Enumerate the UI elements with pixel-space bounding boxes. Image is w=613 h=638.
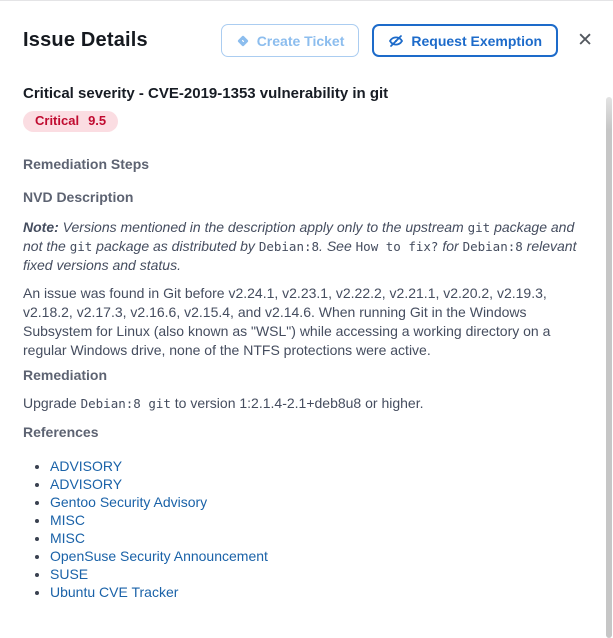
nvd-description-paragraph: An issue was found in Git before v2.24.1, v2.23.1, v2.22.2, v2.21.1, v2.20.2, v2.19.3, v2.18.2, v2.17.3, v2.16.6, v2.15.4, and v2.14.6. When running Git in the Windows Subsystem for Linux (also known as "WSL") while accessing a working directory on a regular Windows drive, none of the NTFS protections were active.: [23, 285, 551, 358]
remediation-steps-heading: Remediation Steps: [23, 156, 150, 172]
remediation-heading: Remediation: [23, 367, 108, 383]
reference-link[interactable]: MISC: [50, 512, 85, 528]
close-icon[interactable]: ✕: [571, 27, 599, 54]
text-span: relevant fixed versions and status.: [23, 238, 577, 273]
request-exemption-button[interactable]: [372, 24, 558, 57]
code-span: How to fix?: [355, 239, 439, 254]
references-heading: References: [23, 424, 99, 440]
page-title: Issue Details: [23, 29, 148, 51]
severity-badge: [23, 111, 118, 132]
vertical-scrollbar[interactable]: [606, 97, 612, 638]
text-span: Note:: [23, 219, 59, 235]
severity-score: 9.5: [88, 113, 107, 128]
reference-link[interactable]: ADVISORY: [50, 476, 123, 492]
note-paragraph: [23, 218, 583, 275]
text-span: . See: [319, 238, 356, 254]
diamond-ticket-icon: [236, 34, 250, 48]
reference-item: [50, 547, 583, 565]
scrollbar-thumb[interactable]: [606, 97, 612, 638]
severity-label: Critical: [35, 113, 80, 128]
reference-link[interactable]: SUSE: [50, 566, 89, 582]
eye-off-icon: [388, 33, 404, 49]
reference-link[interactable]: Gentoo Security Advisory: [50, 494, 208, 510]
nvd-description-heading: NVD Description: [23, 189, 134, 205]
reference-item: [50, 565, 583, 583]
reference-item: [50, 475, 583, 493]
code-span: Debian:8 git: [80, 396, 171, 411]
create-ticket-label: Create Ticket: [256, 32, 345, 49]
reference-link[interactable]: Ubuntu CVE Tracker: [50, 584, 179, 600]
references-list: [23, 457, 583, 601]
reference-item: [50, 583, 583, 601]
reference-item: [50, 529, 583, 547]
text-span: for: [438, 238, 463, 254]
reference-item: [50, 493, 583, 511]
issue-content: [0, 57, 613, 601]
remediation-paragraph: [23, 394, 583, 413]
text-span: package and not the: [23, 219, 575, 254]
code-span: Debian:8: [258, 239, 320, 254]
create-ticket-button[interactable]: [221, 24, 360, 57]
code-span: git: [467, 220, 491, 235]
reference-item: [50, 457, 583, 475]
text-span: package as distributed by: [92, 238, 259, 254]
reference-link[interactable]: OpenSuse Security Announcement: [50, 548, 268, 564]
code-span: git: [69, 239, 93, 254]
reference-link[interactable]: ADVISORY: [50, 458, 123, 474]
panel-header: [0, 1, 613, 57]
code-span: Debian:8: [462, 239, 523, 254]
text-span: to version 1:2.1.4-2.1+deb8u8 or higher.: [170, 395, 424, 411]
issue-title: Critical severity - CVE-2019-1353 vulnerability in git: [23, 85, 389, 102]
text-span: Versions mentioned in the description apply only to the upstream: [58, 219, 468, 235]
reference-item: [50, 511, 583, 529]
severity-badge-row: [23, 111, 583, 132]
text-span: Upgrade: [23, 395, 81, 411]
request-exemption-label: Request Exemption: [411, 32, 543, 49]
reference-link[interactable]: MISC: [50, 530, 85, 546]
